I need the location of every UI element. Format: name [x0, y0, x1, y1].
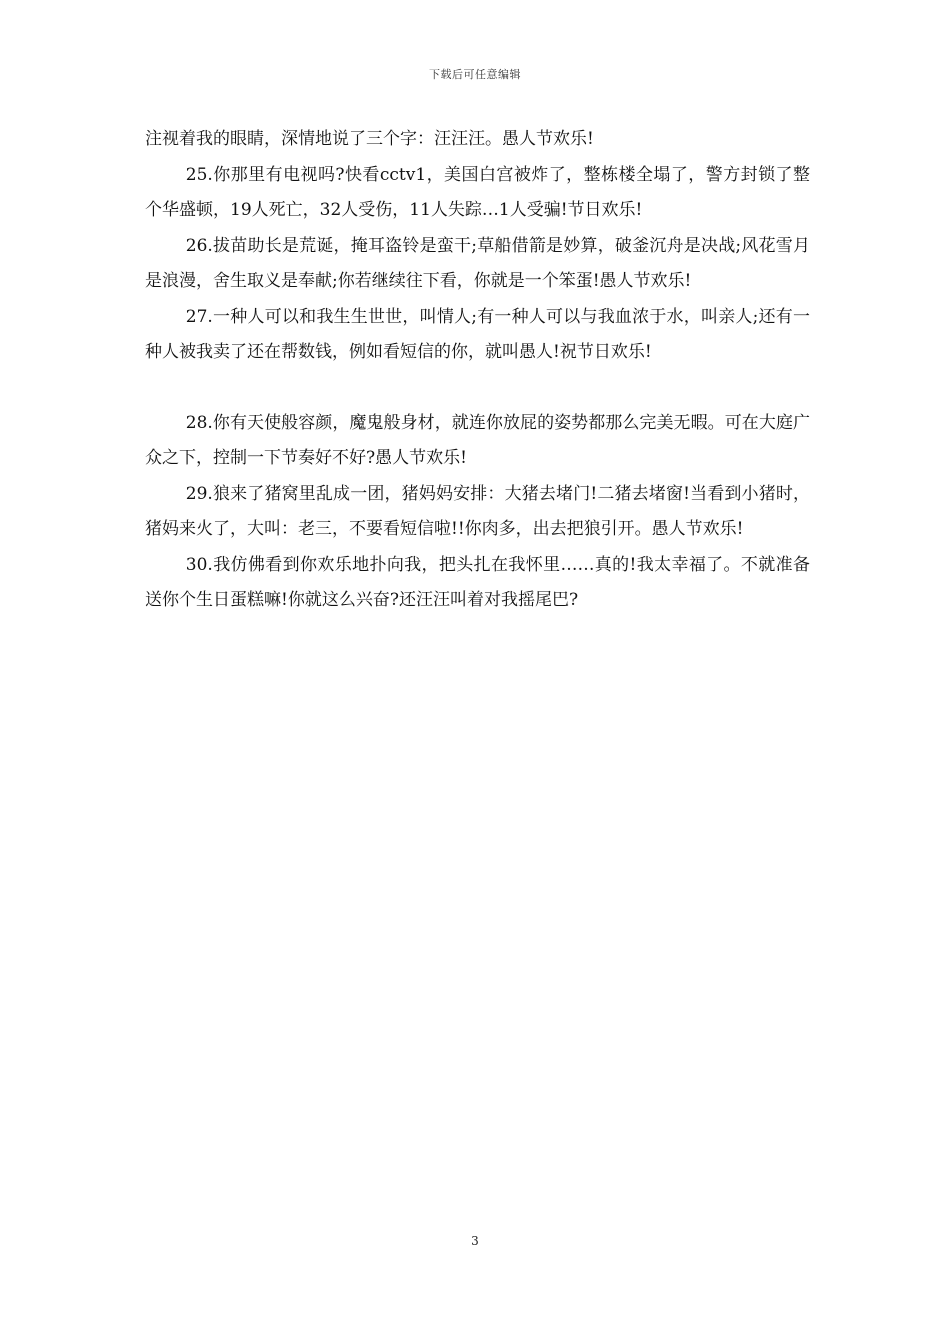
paragraph-30: 30.我仿佛看到你欢乐地扑向我，把头扎在我怀里……真的!我太幸福了。不就准备送你个生日蛋糕嘛!你就这么兴奋?还汪汪叫着对我摇尾巴? — [145, 554, 810, 610]
paragraph-28: 28.你有天使般容颜，魔鬼般身材，就连你放屁的姿势都那么完美无暇。可在大庭广众之下，控制一下节奏好不好?愚人节欢乐! — [145, 412, 810, 468]
paragraph-25: 25.你那里有电视吗?快看cctv1，美国白宫被炸了，整栋楼全塌了，警方封锁了整个华盛顿，19人死亡，32人受伤，11人失踪…1人受骗!节日欢乐! — [145, 164, 810, 220]
page-number: 3 — [471, 1234, 479, 1248]
page-header: 下载后可任意编辑 — [429, 68, 521, 81]
paragraph-26: 26.拔苗助长是荒诞，掩耳盗铃是蛮干;草船借箭是妙算，破釜沉舟是决战;风花雪月是浪漫，舍生取义是奉献;你若继续往下看，你就是一个笨蛋!愚人节欢乐! — [145, 235, 810, 291]
paragraph-27: 27.一种人可以和我生生世世，叫情人;有一种人可以与我血浓于水，叫亲人;还有一种人被我卖了还在帮数钱，例如看短信的你，就叫愚人!祝节日欢乐! — [145, 306, 810, 362]
document-body — [145, 122, 810, 619]
paragraph-continuation: 注视着我的眼睛，深情地说了三个字：汪汪汪。愚人节欢乐! — [145, 129, 594, 149]
paragraph-29: 29.狼来了猪窝里乱成一团，猪妈妈安排：大猪去堵门!二猪去堵窗!当看到小猪时，猪妈来火了，大叫：老三，不要看短信啦!!你肉多，出去把狼引开。愚人节欢乐! — [145, 483, 810, 539]
